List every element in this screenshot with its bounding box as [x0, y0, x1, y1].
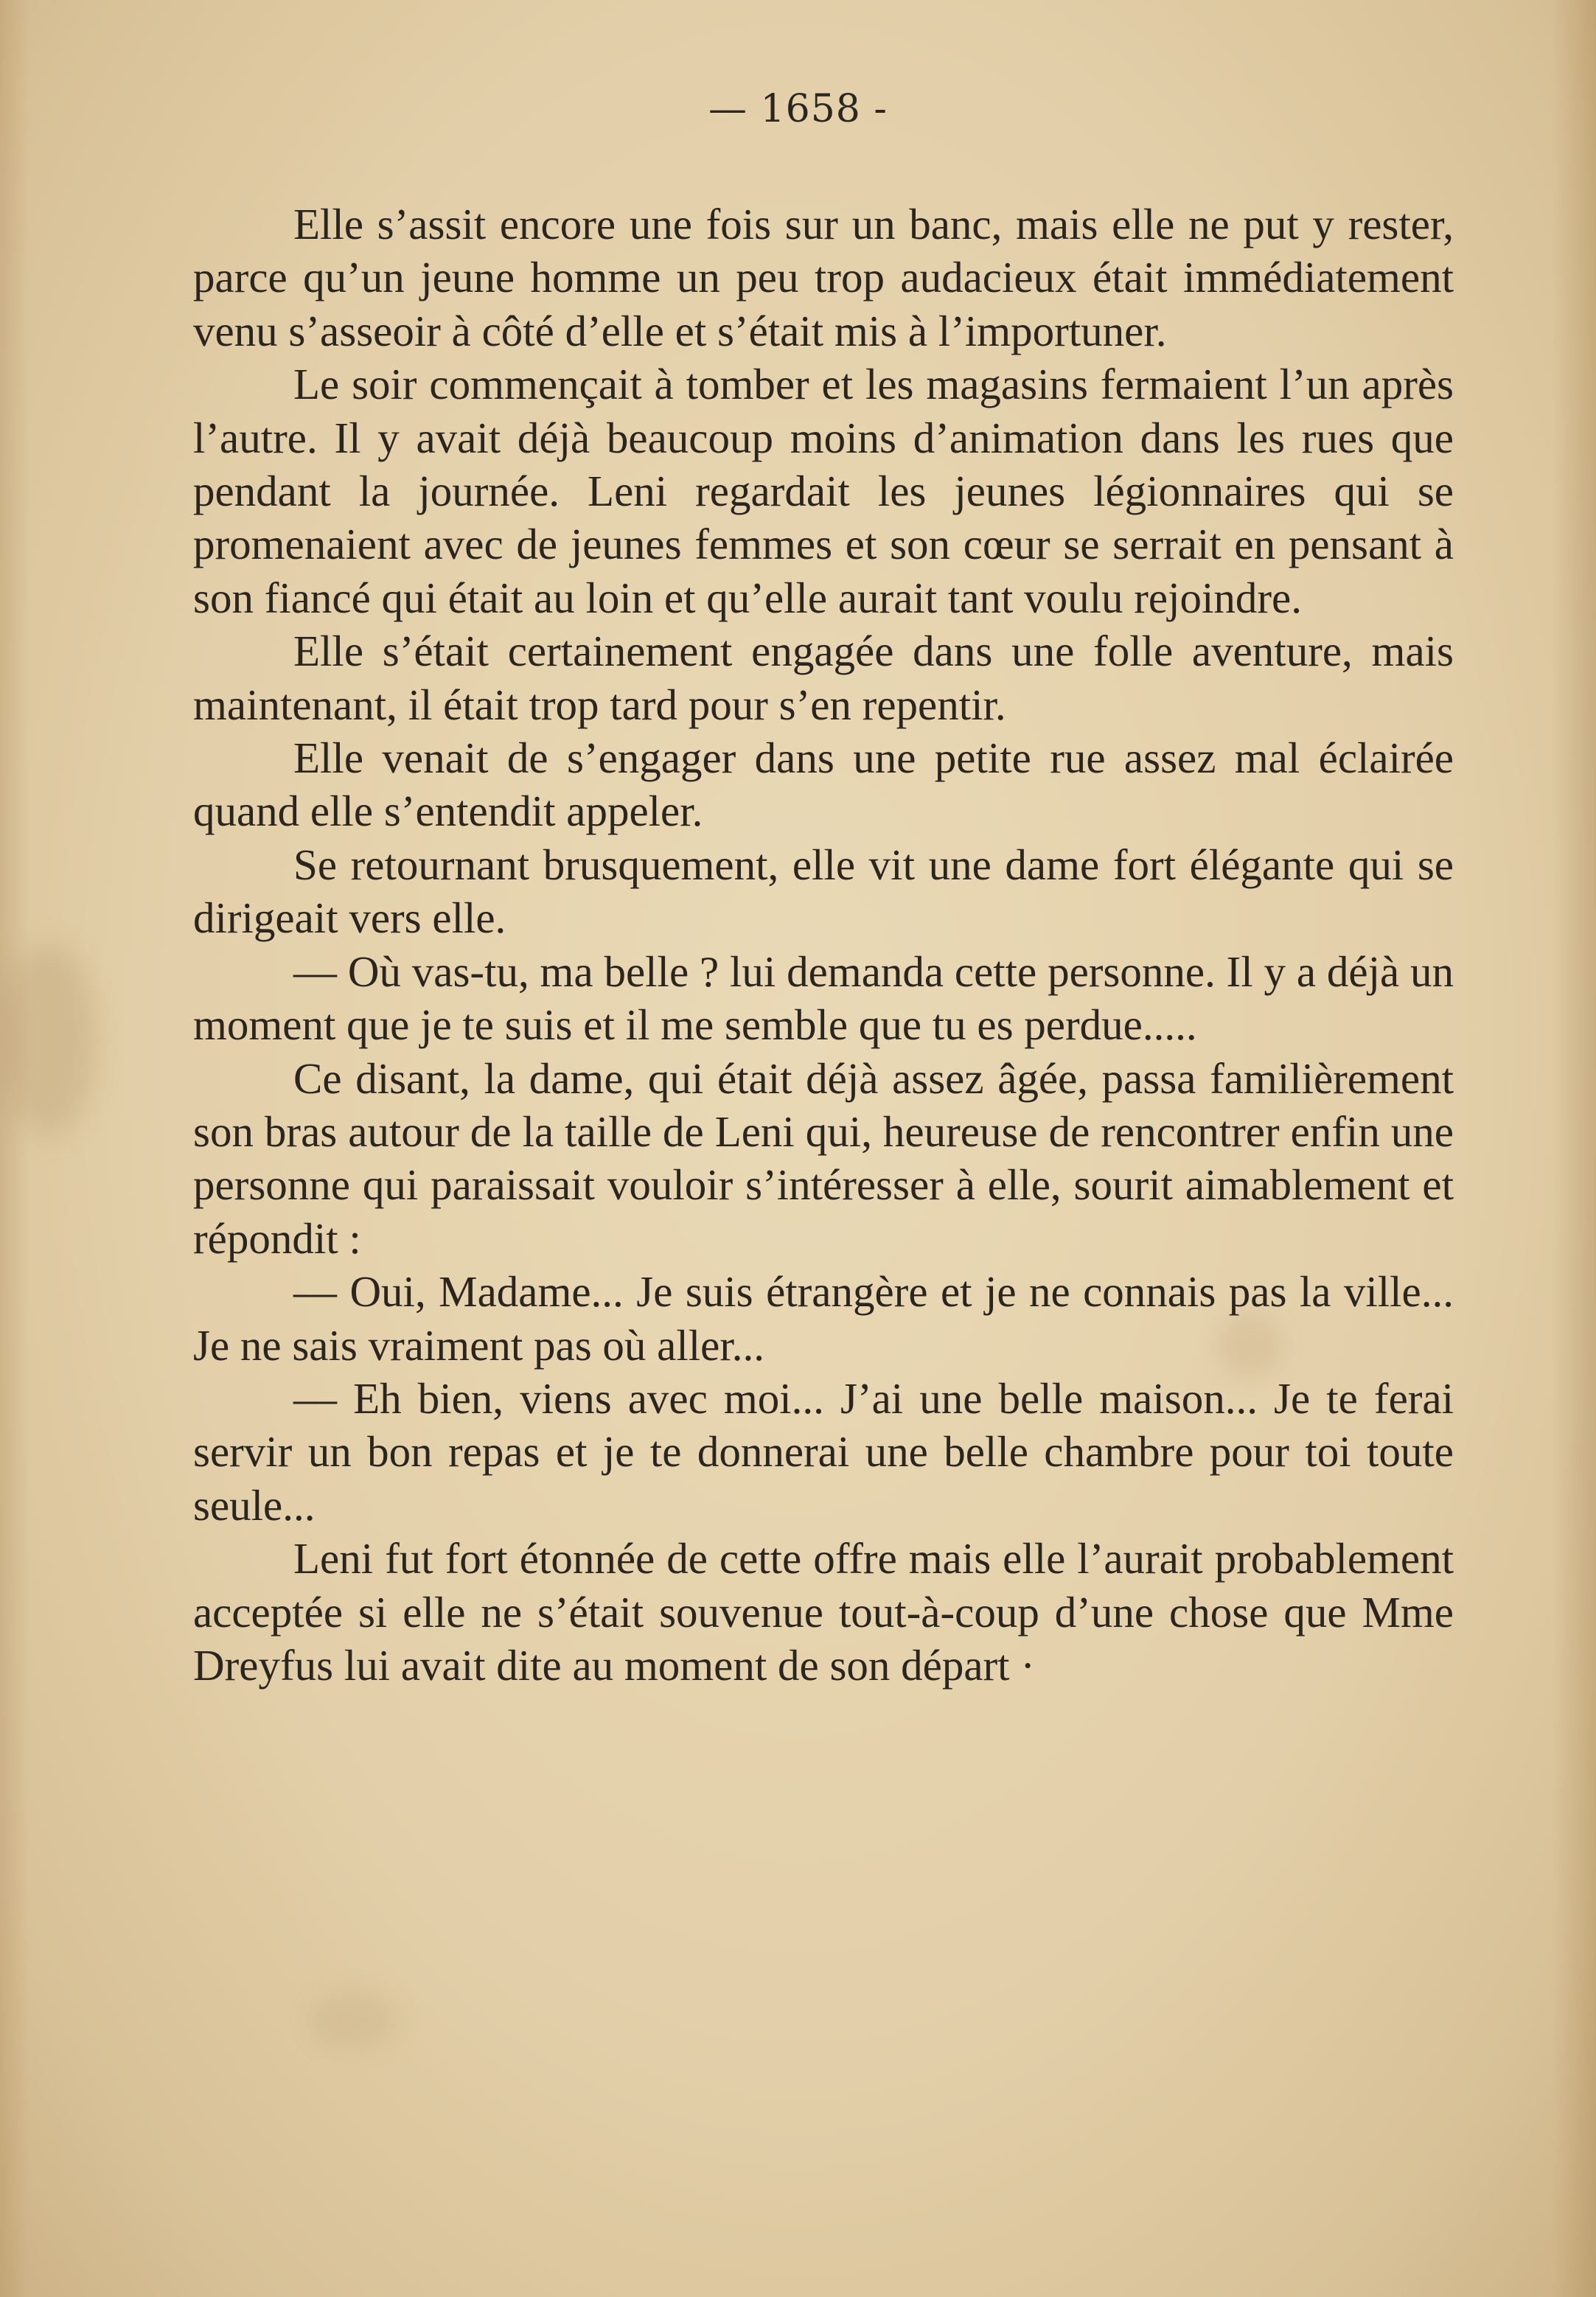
paragraph: — Où vas-tu, ma belle ? lui demanda cette personne. Il y a déjà un moment que je te suis et il me semble que tu es perdue.....: [193, 947, 1454, 1050]
paragraph: Le soir commençait à tomber et les magasins fermaient l’un après l’autre. Il y avait déjà beaucoup moins d’animation dans les rues que pendant la journée. Leni regardait les jeunes légionnaires qui se promenaient avec de jeunes femmes et son cœur se serrait en pensant à son fiancé qui était au loin et qu’elle aurait tant voulu rejoindre.: [193, 360, 1454, 622]
foxing-stain: [0, 944, 96, 1135]
foxing-stain: [310, 1990, 398, 2049]
paragraph: Se retournant brusquement, elle vit une dame fort élégante qui se dirigeait vers elle.: [193, 840, 1454, 943]
page-edge-shadow: [0, 0, 29, 2297]
page-edge-shadow: [1552, 0, 1596, 2297]
page-number: — 1658 -: [708, 87, 888, 131]
paragraph: — Eh bien, viens avec moi... J’ai une belle maison... Je te ferai servir un bon repas et je te donnerai une belle chambre pour toi toute seule...: [193, 1373, 1454, 1530]
body-text: [193, 198, 1454, 1692]
paragraph: Elle s’était certainement engagée dans une folle aventure, mais maintenant, il était trop tard pour s’en repentir.: [193, 627, 1454, 729]
paragraph: Ce disant, la dame, qui était déjà assez âgée, passa familièrement son bras autour de la taille de Leni qui, heureuse de rencontrer enfin une personne qui paraissait vouloir s’intéresser à elle, sourit aimablement et répondit :: [193, 1053, 1454, 1263]
paragraph: Leni fut fort étonnée de cette offre mais elle l’aurait probablement acceptée si elle ne s’était souvenue tout-à-coup d’une chose que Mme Dreyfus lui avait dite au moment de son départ ·: [193, 1534, 1454, 1690]
paragraph: Elle venait de s’engager dans une petite rue assez mal éclairée quand elle s’entendit appeler.: [193, 733, 1454, 836]
paragraph: — Oui, Madame... Je suis étrangère et je ne connais pas la ville... Je ne sais vraiment pas où aller...: [193, 1267, 1454, 1370]
paragraph: Elle s’assit encore une fois sur un banc, mais elle ne put y rester, parce qu’un jeune homme un peu trop audacieux était immédiatement venu s’asseoir à côté d’elle et s’était mis à l’importuner.: [193, 200, 1454, 355]
